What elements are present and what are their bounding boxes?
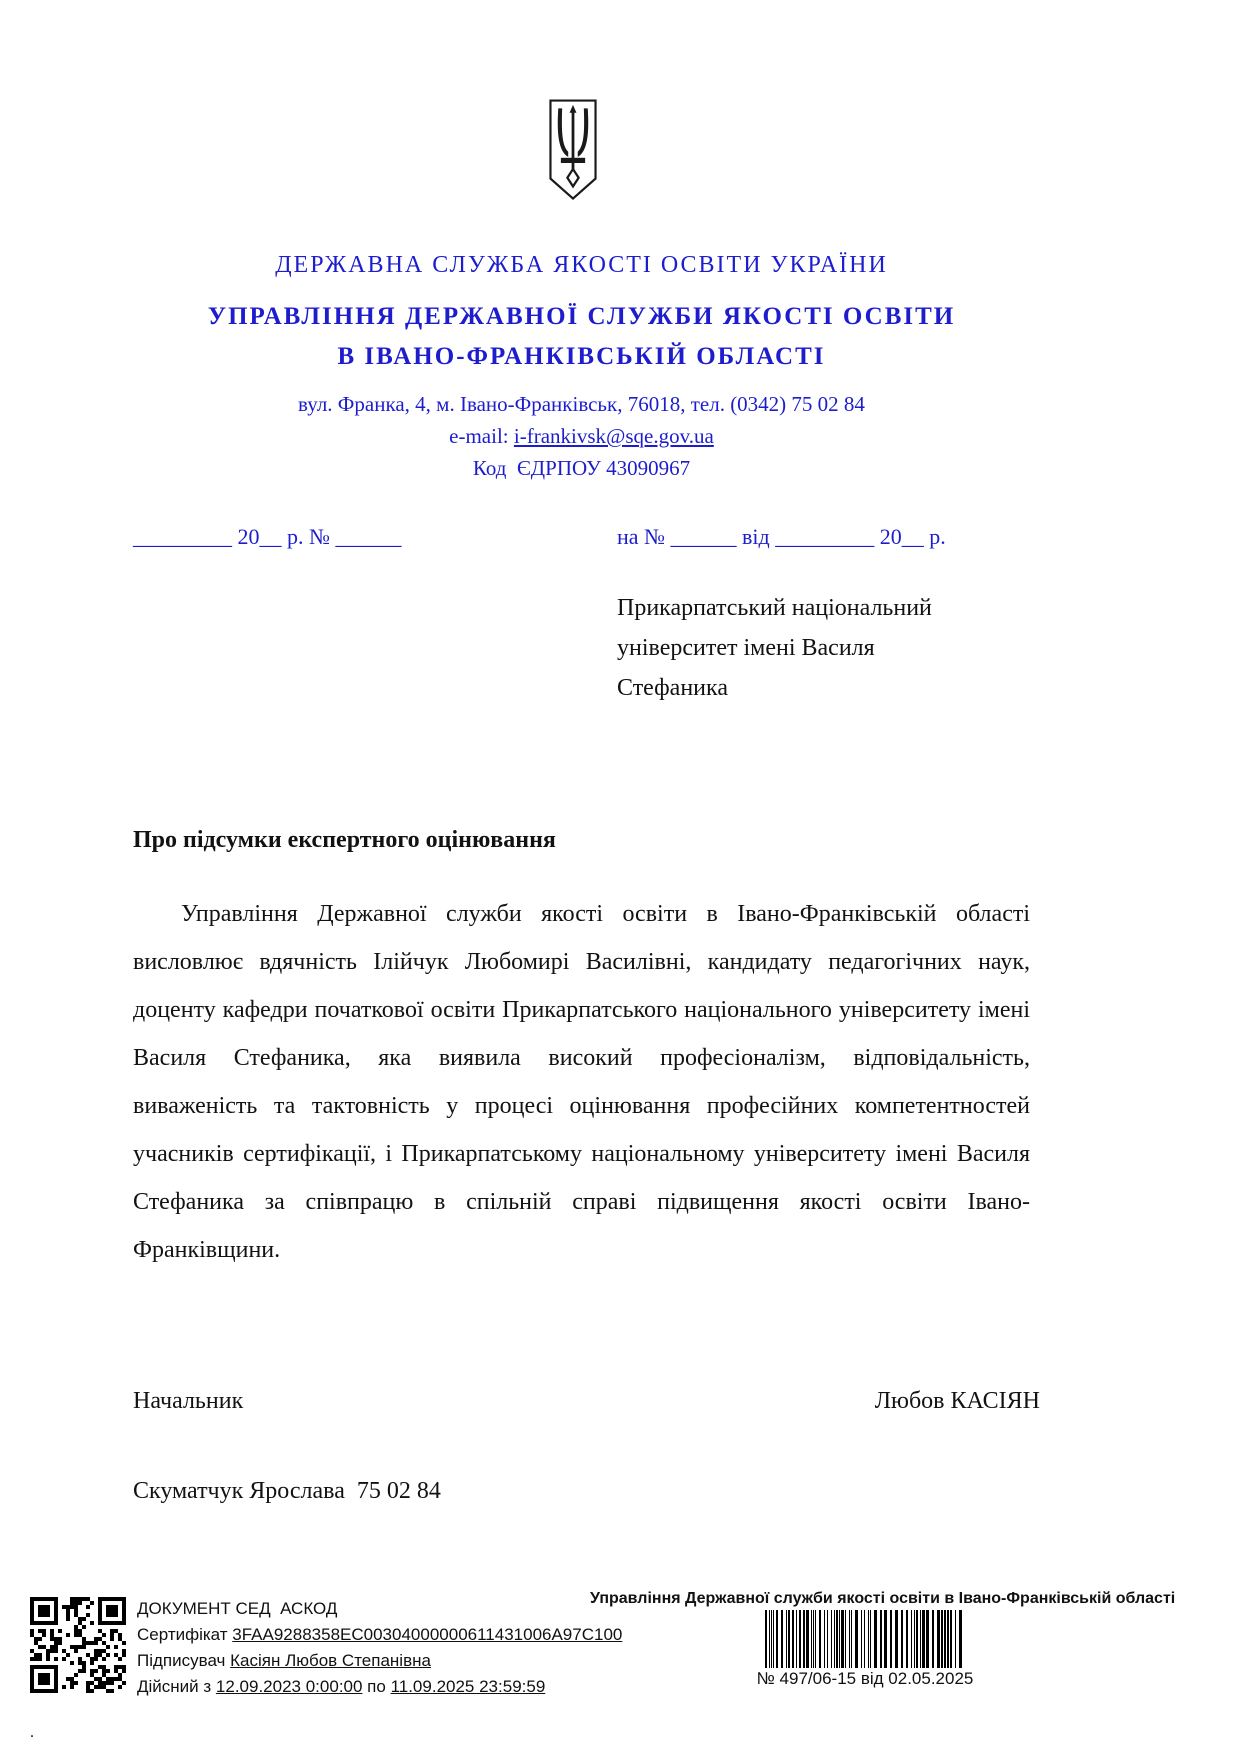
validity-line [137,1674,622,1700]
validity-from: 12.09.2023 0:00:00 [215,1677,363,1696]
ukraine-trident-emblem-icon [544,98,602,202]
stamp-org-name: Управління Державної служби якості освіти в Івано-Франківській області [590,1590,1176,1607]
signer-label: Підписувач [137,1651,231,1670]
stray-period: . [30,1724,34,1741]
registration-stamp-block [590,1590,1176,1689]
validity-to: 11.09.2025 23:59:59 [390,1677,546,1696]
signature-row [133,1388,1040,1415]
recipient-line1: Прикарпатський національний [617,595,932,621]
email-label: e-mail: [449,424,514,448]
certificate-label: Сертифікат [137,1625,233,1644]
signer-position: Начальник [133,1388,244,1414]
doc-system: ДОКУМЕНТ СЕД АСКОД [137,1599,338,1618]
outgoing-number-blanks: _________ 20__ р. № ______ [133,524,402,549]
recipient-block [617,588,932,708]
qr-code-icon [30,1597,126,1693]
subject-line: Про підсумки експертного оцінювання [133,827,556,853]
email-link[interactable]: i-frankivsk@sqe.gov.ua [513,424,714,448]
recipient-line3: Стефаника [617,675,728,701]
barcode-icon [765,1610,965,1668]
signer-line [137,1648,622,1674]
incoming-number-blanks: на № ______ від _________ 20__ р. [617,524,946,549]
executor-contact: Скуматчук Ярослава 75 02 84 [133,1478,441,1504]
agency-name: ДЕРЖАВНА СЛУЖБА ЯКОСТІ ОСВІТИ УКРАЇНИ [275,252,888,278]
signature-stamp-block [137,1596,622,1700]
edrpou-code: Код ЄДРПОУ 43090967 [472,456,691,480]
document-number: № 497/06-15 від 02.05.2025 [756,1669,974,1688]
signer-name: Любов КАСІЯН [874,1388,1040,1414]
certificate-line [137,1622,622,1648]
signer-value: Касіян Любов Степанівна [230,1651,431,1670]
body-paragraph: Управління Державної служби якості освіти в Івано-Франківській області висловлює вдячність Ілійчук Любомирі Василівні, кандидату педагогічних наук, доценту кафедри початкової освіти Прикарпатського національного університету імені Василя Стефаника, яка виявила високий професіоналізм, відповідальність, виваженість та тактовність у процесі оцінювання професійних компетентностей учасників сертифікації, і Прикарпатському національному університету імені Василя Стефаника за співпрацю в спільній справі підвищення якості освіти Івано-Франківщини. [133,901,1030,1263]
certificate-value: 3FAA9288358EC00304000000611431006A97C100 [232,1625,623,1644]
address-line: вул. Франка, 4, м. Івано-Франківськ, 76018, тел. (0342) 75 02 84 [298,392,865,416]
recipient-line2: університет імені Василя [617,635,875,661]
department-name-line2: В ІВАНО-ФРАНКІВСЬКІЙ ОБЛАСТІ [337,343,826,370]
validity-prefix: Дійсний з [137,1677,216,1696]
department-name-line1: УПРАВЛІННЯ ДЕРЖАВНОЇ СЛУЖБИ ЯКОСТІ ОСВІТИ [207,303,956,330]
email-line [133,424,1030,449]
validity-middle: по [362,1677,391,1696]
